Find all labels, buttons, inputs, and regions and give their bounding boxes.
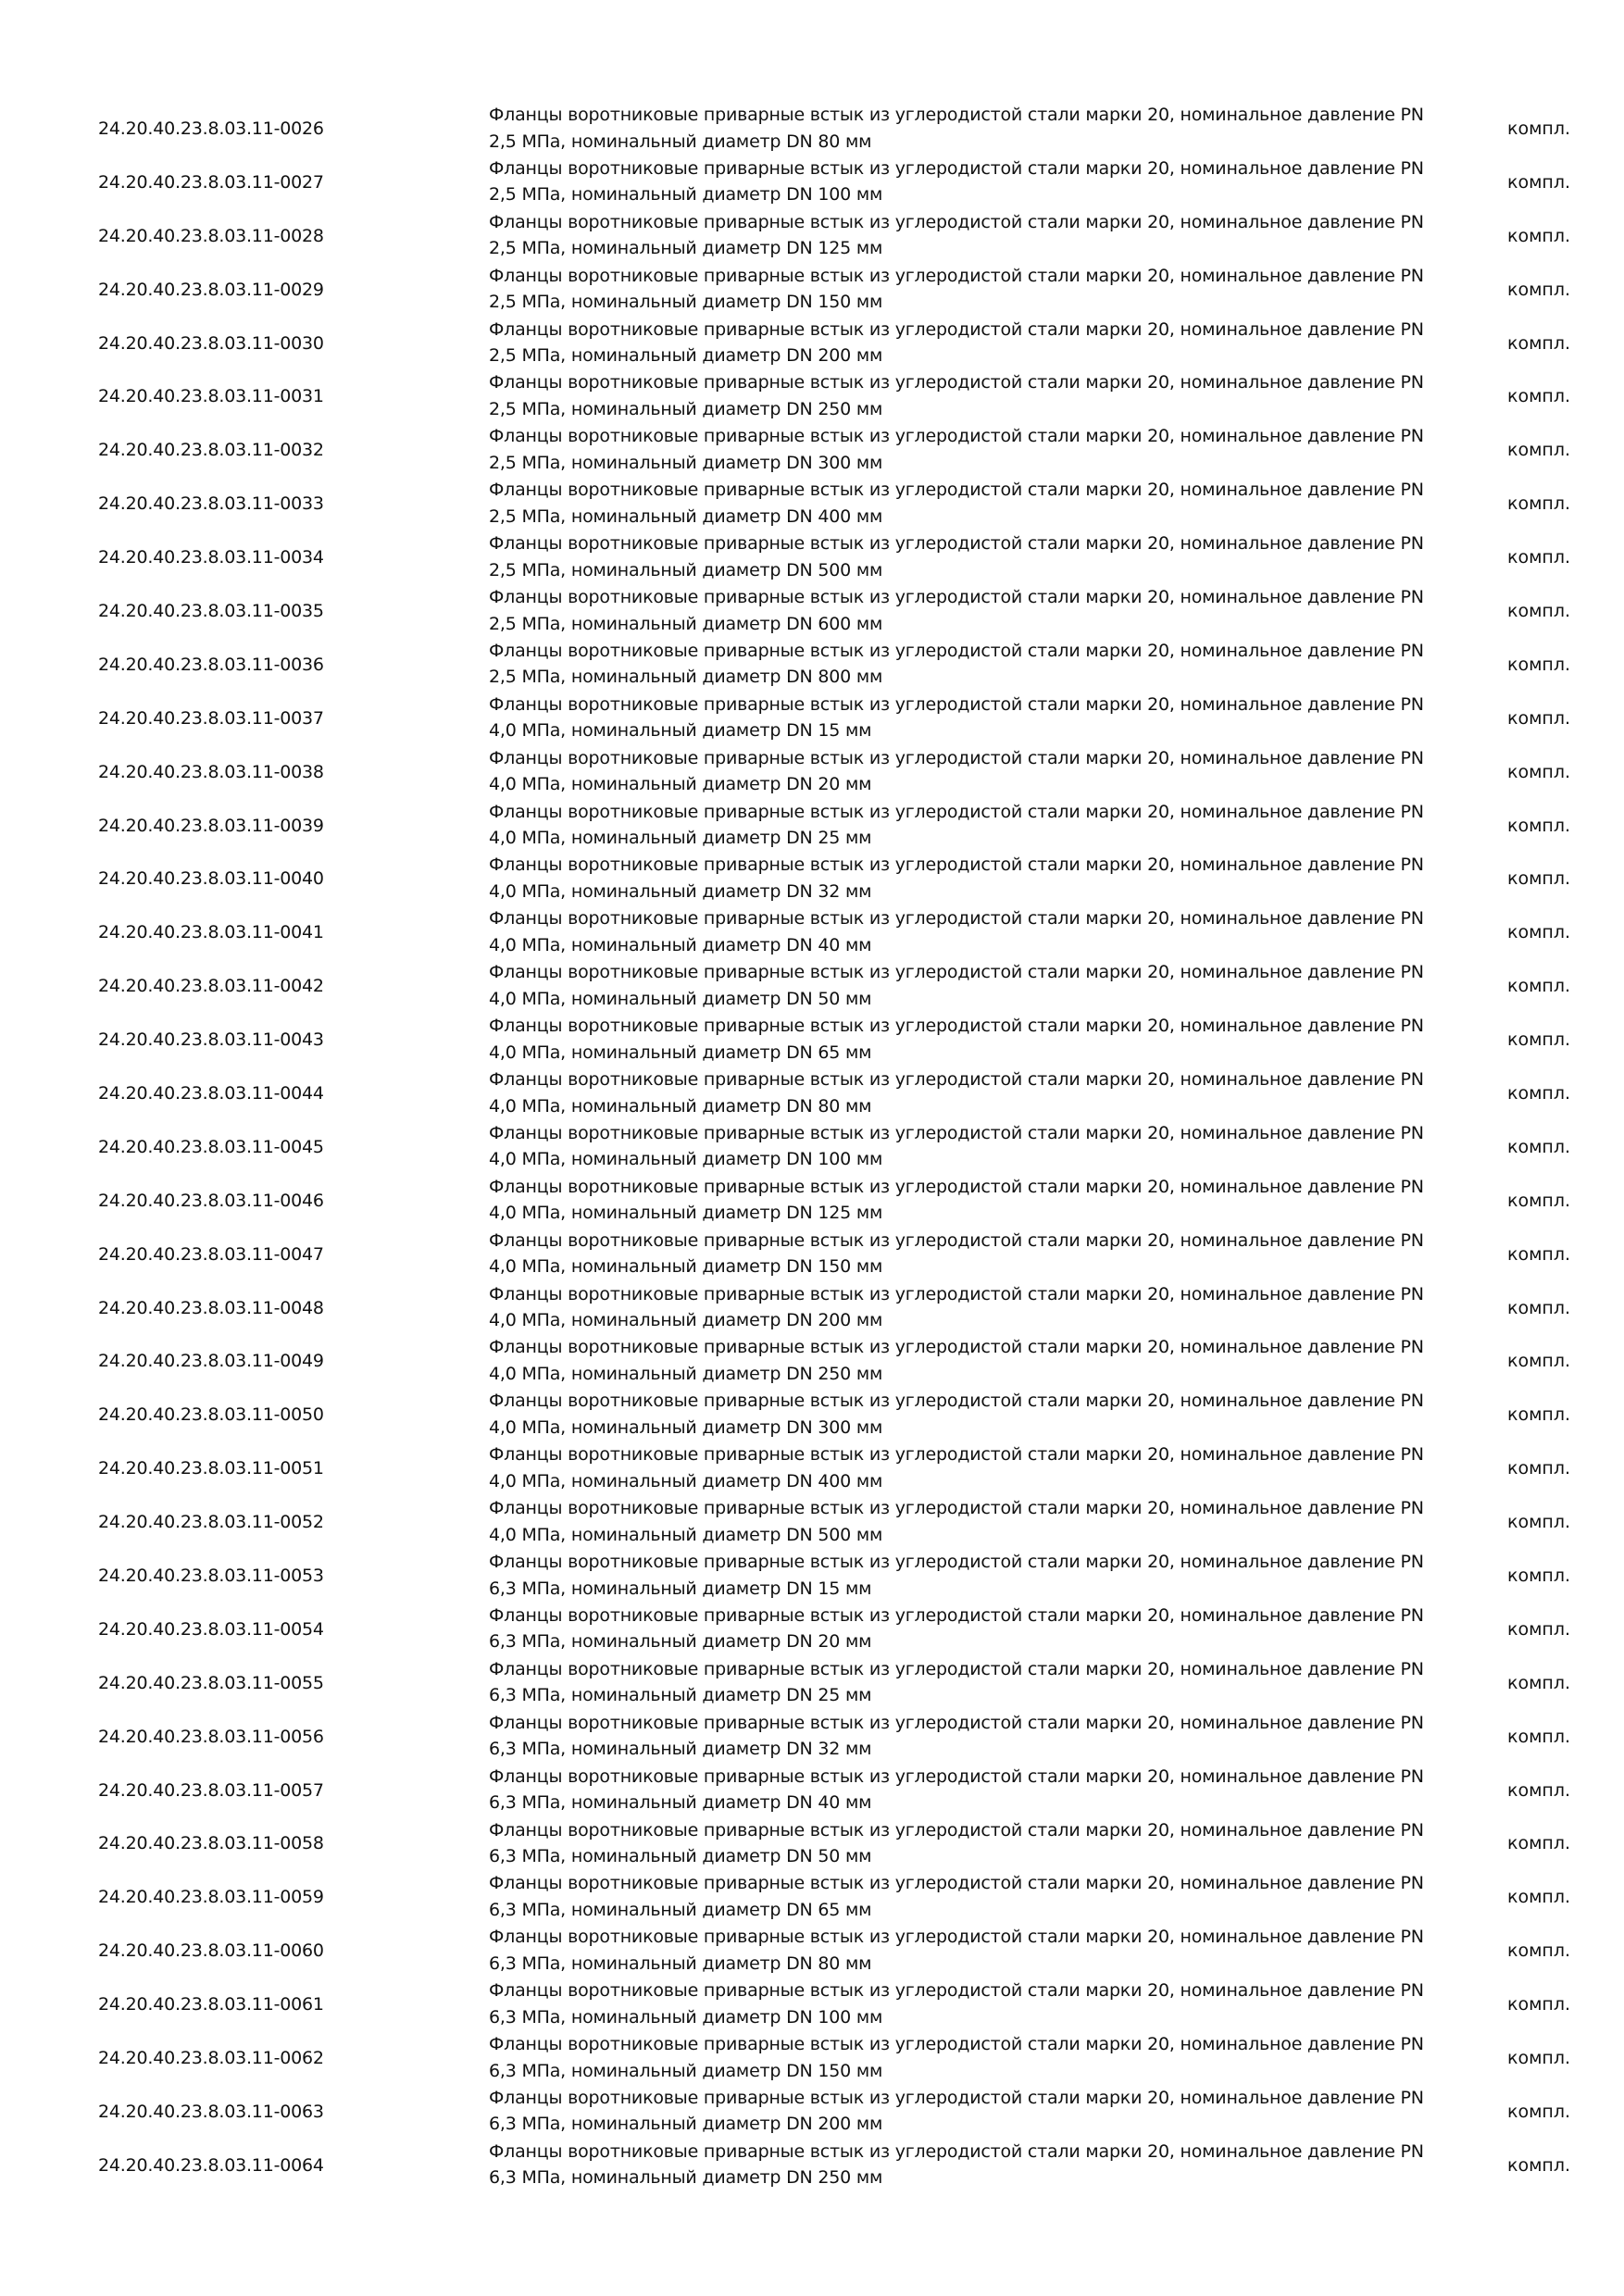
item-description [489, 959, 1452, 1012]
description-line-2: 4,0 МПа, номинальный диаметр DN 15 мм [489, 720, 872, 742]
item-unit: компл. [1507, 440, 1571, 461]
table-row [0, 530, 1624, 584]
table-row [0, 1228, 1624, 1281]
item-unit: компл. [1507, 1351, 1571, 1372]
item-unit: компл. [1507, 1082, 1571, 1104]
description-line-1: Фланцы воротниковые приварные встык из углеродистой стали марки 20, номинальное давление PN [489, 1391, 1424, 1412]
item-unit: компл. [1507, 976, 1571, 997]
item-unit: компл. [1507, 1779, 1571, 1801]
description-line-1: Фланцы воротниковые приварные встык из углеродистой стали марки 20, номинальное давление PN [489, 1873, 1424, 1894]
description-line-1: Фланцы воротниковые приварные встык из углеродистой стали марки 20, номинальное давление PN [489, 908, 1424, 930]
description-line-1: Фланцы воротниковые приварные встык из углеродистой стали марки 20, номинальное давление PN [489, 855, 1424, 876]
table-row [0, 1549, 1624, 1603]
item-description [489, 423, 1452, 476]
item-code: 24.20.40.23.8.03.11-0036 [98, 654, 324, 675]
description-line-2: 4,0 МПа, номинальный диаметр DN 32 мм [489, 880, 872, 902]
description-line-1: Фланцы воротниковые приварные встык из углеродистой стали марки 20, номинальное давление PN [489, 426, 1424, 447]
item-unit: компл. [1507, 386, 1571, 407]
description-line-1: Фланцы воротниковые приварные встык из углеродистой стали марки 20, номинальное давление PN [489, 211, 1424, 232]
item-unit: компл. [1507, 1190, 1571, 1211]
description-line-1: Фланцы воротниковые приварные встык из углеродистой стали марки 20, номинальное давление PN [489, 587, 1424, 608]
description-line-2: 4,0 МПа, номинальный диаметр DN 20 мм [489, 774, 872, 795]
item-code: 24.20.40.23.8.03.11-0037 [98, 707, 324, 729]
item-code: 24.20.40.23.8.03.11-0060 [98, 1940, 324, 1962]
item-description [489, 530, 1452, 583]
item-code: 24.20.40.23.8.03.11-0035 [98, 600, 324, 621]
table-row [0, 1710, 1624, 1764]
table-row [0, 1764, 1624, 1817]
table-row [0, 263, 1624, 317]
item-description [489, 1764, 1452, 1816]
description-line-1: Фланцы воротниковые приварные встык из углеродистой стали марки 20, номинальное давление PN [489, 1552, 1424, 1573]
item-description [489, 692, 1452, 744]
description-line-2: 6,3 МПа, номинальный диаметр DN 200 мм [489, 2114, 883, 2135]
item-unit: компл. [1507, 171, 1571, 193]
description-line-1: Фланцы воротниковые приварные встык из углеродистой стали марки 20, номинальное давление PN [489, 1444, 1424, 1466]
item-description [489, 1281, 1452, 1334]
item-unit: компл. [1507, 761, 1571, 782]
description-line-1: Фланцы воротниковые приварные встык из углеродистой стали марки 20, номинальное давление PN [489, 1498, 1424, 1519]
table-row [0, 638, 1624, 692]
item-description [489, 1603, 1452, 1655]
item-unit: компл. [1507, 225, 1571, 246]
item-description [489, 2139, 1452, 2191]
item-unit: компл. [1507, 1994, 1571, 2015]
item-code: 24.20.40.23.8.03.11-0044 [98, 1082, 324, 1104]
table-row [0, 1870, 1624, 1924]
description-line-2: 6,3 МПа, номинальный диаметр DN 20 мм [489, 1631, 872, 1653]
description-line-2: 6,3 МПа, номинальный диаметр DN 40 мм [489, 1792, 872, 1814]
description-line-1: Фланцы воротниковые приварные встык из углеродистой стали марки 20, номинальное давление PN [489, 640, 1424, 661]
description-line-2: 2,5 МПа, номинальный диаметр DN 125 мм [489, 238, 883, 259]
item-unit: компл. [1507, 332, 1571, 354]
item-code: 24.20.40.23.8.03.11-0057 [98, 1779, 324, 1801]
description-line-2: 6,3 МПа, номинальный диаметр DN 25 мм [489, 1685, 872, 1706]
item-description [489, 1710, 1452, 1763]
item-code: 24.20.40.23.8.03.11-0049 [98, 1351, 324, 1372]
table-row [0, 102, 1624, 156]
description-line-1: Фланцы воротниковые приварные встык из углеродистой стали марки 20, номинальное давление PN [489, 265, 1424, 286]
item-code: 24.20.40.23.8.03.11-0050 [98, 1404, 324, 1426]
item-description [489, 905, 1452, 958]
item-code: 24.20.40.23.8.03.11-0026 [98, 118, 324, 139]
description-line-2: 4,0 МПа, номинальный диаметр DN 80 мм [489, 1095, 872, 1117]
description-line-1: Фланцы воротниковые приварные встык из углеродистой стали марки 20, номинальное давление PN [489, 372, 1424, 393]
description-line-1: Фланцы воротниковые приварные встык из углеродистой стали марки 20, номинальное давление PN [489, 1604, 1424, 1626]
table-row [0, 1495, 1624, 1549]
item-unit: компл. [1507, 1297, 1571, 1318]
item-description [489, 745, 1452, 798]
price-list-table [0, 102, 1624, 2192]
item-unit: компл. [1507, 1136, 1571, 1157]
item-unit: компл. [1507, 1565, 1571, 1586]
table-row [0, 2031, 1624, 2085]
item-unit: компл. [1507, 868, 1571, 890]
description-line-1: Фланцы воротниковые приварные встык из углеродистой стали марки 20, номинальное давление PN [489, 962, 1424, 983]
item-code: 24.20.40.23.8.03.11-0039 [98, 815, 324, 836]
item-code: 24.20.40.23.8.03.11-0038 [98, 761, 324, 782]
item-code: 24.20.40.23.8.03.11-0030 [98, 332, 324, 354]
description-line-2: 4,0 МПа, номинальный диаметр DN 500 мм [489, 1524, 883, 1545]
description-line-2: 2,5 МПа, номинальный диаметр DN 200 мм [489, 345, 883, 367]
item-code: 24.20.40.23.8.03.11-0059 [98, 1887, 324, 1908]
description-line-2: 4,0 МПа, номинальный диаметр DN 250 мм [489, 1363, 883, 1384]
table-row [0, 2139, 1624, 2192]
description-line-1: Фланцы воротниковые приварные встык из углеродистой стали марки 20, номинальное давление PN [489, 1766, 1424, 1787]
item-code: 24.20.40.23.8.03.11-0064 [98, 2154, 324, 2176]
item-code: 24.20.40.23.8.03.11-0043 [98, 1029, 324, 1051]
item-description [489, 156, 1452, 208]
item-code: 24.20.40.23.8.03.11-0052 [98, 1512, 324, 1533]
description-line-2: 6,3 МПа, номинальный диаметр DN 80 мм [489, 1953, 872, 1974]
item-unit: компл. [1507, 1833, 1571, 1854]
description-line-1: Фланцы воротниковые приварные встык из углеродистой стали марки 20, номинальное давление PN [489, 480, 1424, 501]
description-line-1: Фланцы воротниковые приварные встык из углеродистой стали марки 20, номинальное давление PN [489, 1337, 1424, 1358]
table-row [0, 477, 1624, 530]
table-row [0, 584, 1624, 638]
table-row [0, 692, 1624, 745]
item-description [489, 1013, 1452, 1066]
description-line-1: Фланцы воротниковые приварные встык из углеродистой стали марки 20, номинальное давление PN [489, 1658, 1424, 1679]
item-description [489, 2031, 1452, 2084]
table-row [0, 1067, 1624, 1120]
description-line-1: Фланцы воротниковые приварные встык из углеродистой стали марки 20, номинальное давление PN [489, 1819, 1424, 1841]
description-line-2: 4,0 МПа, номинальный диаметр DN 150 мм [489, 1256, 883, 1278]
item-code: 24.20.40.23.8.03.11-0032 [98, 440, 324, 461]
description-line-2: 2,5 МПа, номинальный диаметр DN 150 мм [489, 292, 883, 313]
description-line-2: 2,5 МПа, номинальный диаметр DN 300 мм [489, 452, 883, 473]
table-row [0, 1656, 1624, 1710]
description-line-2: 4,0 МПа, номинальный диаметр DN 200 мм [489, 1310, 883, 1331]
item-unit: компл. [1507, 2154, 1571, 2176]
item-code: 24.20.40.23.8.03.11-0056 [98, 1726, 324, 1747]
description-line-1: Фланцы воротниковые приварные встык из углеродистой стали марки 20, номинальное давление PN [489, 1069, 1424, 1091]
item-description [489, 1495, 1452, 1548]
table-row [0, 317, 1624, 370]
item-code: 24.20.40.23.8.03.11-0048 [98, 1297, 324, 1318]
description-line-2: 6,3 МПа, номинальный диаметр DN 15 мм [489, 1578, 872, 1599]
table-row [0, 1174, 1624, 1228]
description-line-2: 4,0 МПа, номинальный диаметр DN 300 мм [489, 1416, 883, 1438]
description-line-1: Фланцы воротниковые приварные встык из углеродистой стали марки 20, номинальное давление PN [489, 693, 1424, 715]
table-row [0, 1281, 1624, 1335]
item-description [489, 102, 1452, 155]
table-row [0, 1441, 1624, 1495]
item-description [489, 1441, 1452, 1494]
item-description [489, 1174, 1452, 1227]
description-line-1: Фланцы воротниковые приварные встык из углеродистой стали марки 20, номинальное давление PN [489, 2140, 1424, 2162]
item-code: 24.20.40.23.8.03.11-0061 [98, 1994, 324, 2015]
description-line-2: 4,0 МПа, номинальный диаметр DN 50 мм [489, 988, 872, 1009]
table-row [0, 2085, 1624, 2139]
description-line-1: Фланцы воротниковые приварные встык из углеродистой стали марки 20, номинальное давление PN [489, 1229, 1424, 1251]
table-row [0, 1978, 1624, 2031]
description-line-2: 4,0 МПа, номинальный диаметр DN 25 мм [489, 828, 872, 849]
item-description [489, 263, 1452, 316]
table-row [0, 1388, 1624, 1441]
description-line-2: 6,3 МПа, номинальный диаметр DN 150 мм [489, 2060, 883, 2081]
description-line-1: Фланцы воротниковые приварные встык из углеродистой стали марки 20, номинальное давление PN [489, 1927, 1424, 1948]
description-line-2: 4,0 МПа, номинальный диаметр DN 400 мм [489, 1470, 883, 1491]
table-row [0, 1334, 1624, 1388]
description-line-1: Фланцы воротниковые приварные встык из углеродистой стали марки 20, номинальное давление PN [489, 533, 1424, 555]
description-line-1: Фланцы воротниковые приварные встык из углеродистой стали марки 20, номинальное давление PN [489, 747, 1424, 768]
item-code: 24.20.40.23.8.03.11-0054 [98, 1618, 324, 1640]
description-line-1: Фланцы воротниковые приварные встык из углеродистой стали марки 20, номинальное давление PN [489, 1283, 1424, 1304]
item-unit: компл. [1507, 493, 1571, 515]
item-unit: компл. [1507, 279, 1571, 300]
item-code: 24.20.40.23.8.03.11-0042 [98, 976, 324, 997]
item-description [489, 638, 1452, 691]
description-line-1: Фланцы воротниковые приварные встык из углеродистой стали марки 20, номинальное давление PN [489, 157, 1424, 179]
item-unit: компл. [1507, 1029, 1571, 1051]
item-description [489, 1817, 1452, 1870]
item-description [489, 1388, 1452, 1441]
description-line-2: 2,5 МПа, номинальный диаметр DN 600 мм [489, 613, 883, 634]
item-code: 24.20.40.23.8.03.11-0027 [98, 171, 324, 193]
description-line-2: 4,0 МПа, номинальный диаметр DN 100 мм [489, 1149, 883, 1170]
item-description [489, 2085, 1452, 2138]
description-line-2: 4,0 МПа, номинальный диаметр DN 125 мм [489, 1203, 883, 1224]
item-code: 24.20.40.23.8.03.11-0029 [98, 279, 324, 300]
table-row [0, 799, 1624, 853]
description-line-1: Фланцы воротниковые приварные встык из углеродистой стали марки 20, номинальное давление PN [489, 2087, 1424, 2108]
item-unit: компл. [1507, 654, 1571, 675]
item-code: 24.20.40.23.8.03.11-0045 [98, 1136, 324, 1157]
item-description [489, 1656, 1452, 1709]
description-line-2: 4,0 МПа, номинальный диаметр DN 40 мм [489, 934, 872, 955]
description-line-2: 2,5 МПа, номинальный диаметр DN 400 мм [489, 505, 883, 527]
table-row [0, 1817, 1624, 1871]
table-row [0, 959, 1624, 1013]
table-row [0, 1924, 1624, 1978]
description-line-2: 2,5 МПа, номинальный диаметр DN 250 мм [489, 398, 883, 419]
description-line-2: 2,5 МПа, номинальный диаметр DN 800 мм [489, 667, 883, 688]
item-description [489, 1870, 1452, 1923]
item-description [489, 1067, 1452, 1119]
item-code: 24.20.40.23.8.03.11-0033 [98, 493, 324, 515]
item-description [489, 477, 1452, 530]
table-row [0, 1603, 1624, 1656]
description-line-2: 2,5 МПа, номинальный диаметр DN 80 мм [489, 131, 872, 152]
item-unit: компл. [1507, 707, 1571, 729]
item-code: 24.20.40.23.8.03.11-0040 [98, 868, 324, 890]
description-line-1: Фланцы воротниковые приварные встык из углеродистой стали марки 20, номинальное давление PN [489, 1122, 1424, 1143]
item-code: 24.20.40.23.8.03.11-0034 [98, 547, 324, 568]
item-unit: компл. [1507, 2048, 1571, 2068]
table-row [0, 1120, 1624, 1174]
item-code: 24.20.40.23.8.03.11-0053 [98, 1565, 324, 1586]
item-unit: компл. [1507, 1458, 1571, 1479]
description-line-2: 2,5 МПа, номинальный диаметр DN 500 мм [489, 559, 883, 580]
item-unit: компл. [1507, 1726, 1571, 1747]
item-unit: компл. [1507, 1887, 1571, 1908]
item-unit: компл. [1507, 1618, 1571, 1640]
item-code: 24.20.40.23.8.03.11-0063 [98, 2101, 324, 2122]
item-code: 24.20.40.23.8.03.11-0055 [98, 1672, 324, 1693]
item-description [489, 369, 1452, 422]
description-line-2: 6,3 МПа, номинальный диаметр DN 250 мм [489, 2167, 883, 2189]
item-description [489, 1978, 1452, 2030]
item-unit: компл. [1507, 600, 1571, 621]
item-unit: компл. [1507, 922, 1571, 943]
item-description [489, 1228, 1452, 1280]
description-line-2: 6,3 МПа, номинальный диаметр DN 32 мм [489, 1739, 872, 1760]
item-code: 24.20.40.23.8.03.11-0041 [98, 922, 324, 943]
item-unit: компл. [1507, 1404, 1571, 1426]
table-row [0, 852, 1624, 905]
item-unit: компл. [1507, 547, 1571, 568]
item-description [489, 852, 1452, 905]
item-unit: компл. [1507, 1672, 1571, 1693]
item-description [489, 584, 1452, 637]
description-line-1: Фланцы воротниковые приварные встык из углеродистой стали марки 20, номинальное давление PN [489, 318, 1424, 340]
item-description [489, 317, 1452, 369]
item-unit: компл. [1507, 1243, 1571, 1265]
item-description [489, 1924, 1452, 1977]
table-row [0, 905, 1624, 959]
table-row [0, 423, 1624, 477]
table-row [0, 369, 1624, 423]
description-line-1: Фланцы воротниковые приварные встык из углеродистой стали марки 20, номинальное давление PN [489, 1176, 1424, 1197]
description-line-2: 2,5 МПа, номинальный диаметр DN 100 мм [489, 184, 883, 206]
table-row [0, 209, 1624, 263]
item-code: 24.20.40.23.8.03.11-0051 [98, 1458, 324, 1479]
item-code: 24.20.40.23.8.03.11-0031 [98, 386, 324, 407]
item-code: 24.20.40.23.8.03.11-0046 [98, 1190, 324, 1211]
item-unit: компл. [1507, 1512, 1571, 1533]
table-row [0, 156, 1624, 209]
description-line-2: 4,0 МПа, номинальный диаметр DN 65 мм [489, 1042, 872, 1063]
item-description [489, 1120, 1452, 1173]
table-row [0, 1013, 1624, 1067]
description-line-2: 6,3 МПа, номинальный диаметр DN 65 мм [489, 1899, 872, 1920]
item-code: 24.20.40.23.8.03.11-0058 [98, 1833, 324, 1854]
description-line-1: Фланцы воротниковые приварные встык из углеродистой стали марки 20, номинальное давление PN [489, 1980, 1424, 2002]
item-description [489, 1334, 1452, 1387]
item-description [489, 1549, 1452, 1602]
item-description [489, 799, 1452, 852]
table-row [0, 745, 1624, 799]
description-line-1: Фланцы воротниковые приварные встык из углеродистой стали марки 20, номинальное давление PN [489, 801, 1424, 822]
item-code: 24.20.40.23.8.03.11-0028 [98, 225, 324, 246]
description-line-1: Фланцы воротниковые приварные встык из углеродистой стали марки 20, номинальное давление PN [489, 1712, 1424, 1733]
description-line-1: Фланцы воротниковые приварные встык из углеродистой стали марки 20, номинальное давление PN [489, 2034, 1424, 2055]
description-line-1: Фланцы воротниковые приварные встык из углеродистой стали марки 20, номинальное давление PN [489, 105, 1424, 125]
item-unit: компл. [1507, 118, 1571, 139]
description-line-2: 6,3 МПа, номинальный диаметр DN 50 мм [489, 1846, 872, 1866]
item-code: 24.20.40.23.8.03.11-0047 [98, 1243, 324, 1265]
description-line-2: 6,3 МПа, номинальный диаметр DN 100 мм [489, 2006, 883, 2028]
description-line-1: Фланцы воротниковые приварные встык из углеродистой стали марки 20, номинальное давление PN [489, 1016, 1424, 1037]
item-unit: компл. [1507, 815, 1571, 836]
item-unit: компл. [1507, 2101, 1571, 2122]
item-code: 24.20.40.23.8.03.11-0062 [98, 2048, 324, 2068]
item-description [489, 209, 1452, 262]
item-unit: компл. [1507, 1940, 1571, 1962]
